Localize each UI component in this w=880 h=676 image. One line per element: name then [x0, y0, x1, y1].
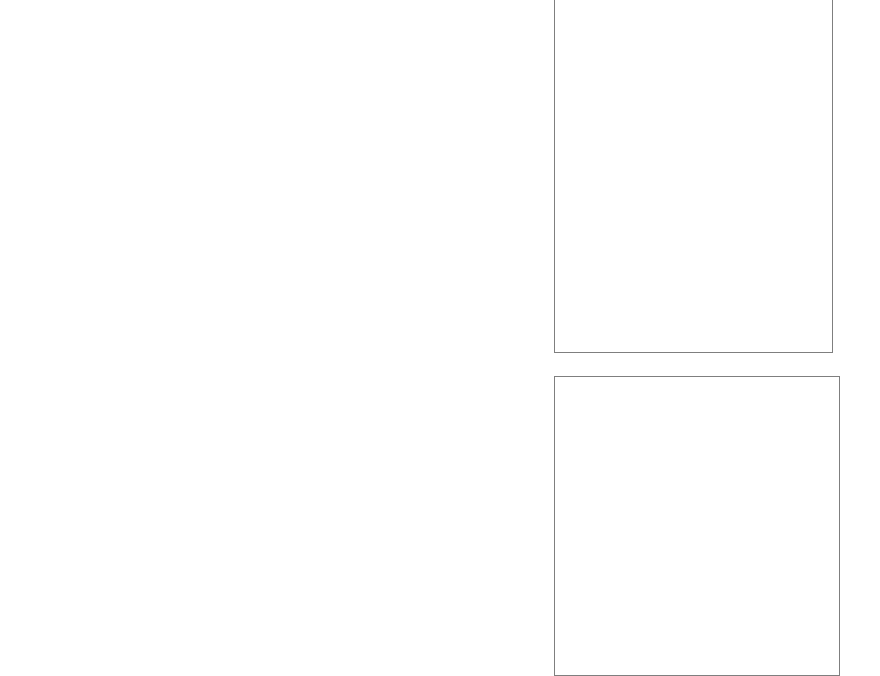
coordinates-answer-box	[554, 0, 833, 353]
task-instructions-box	[554, 376, 840, 676]
